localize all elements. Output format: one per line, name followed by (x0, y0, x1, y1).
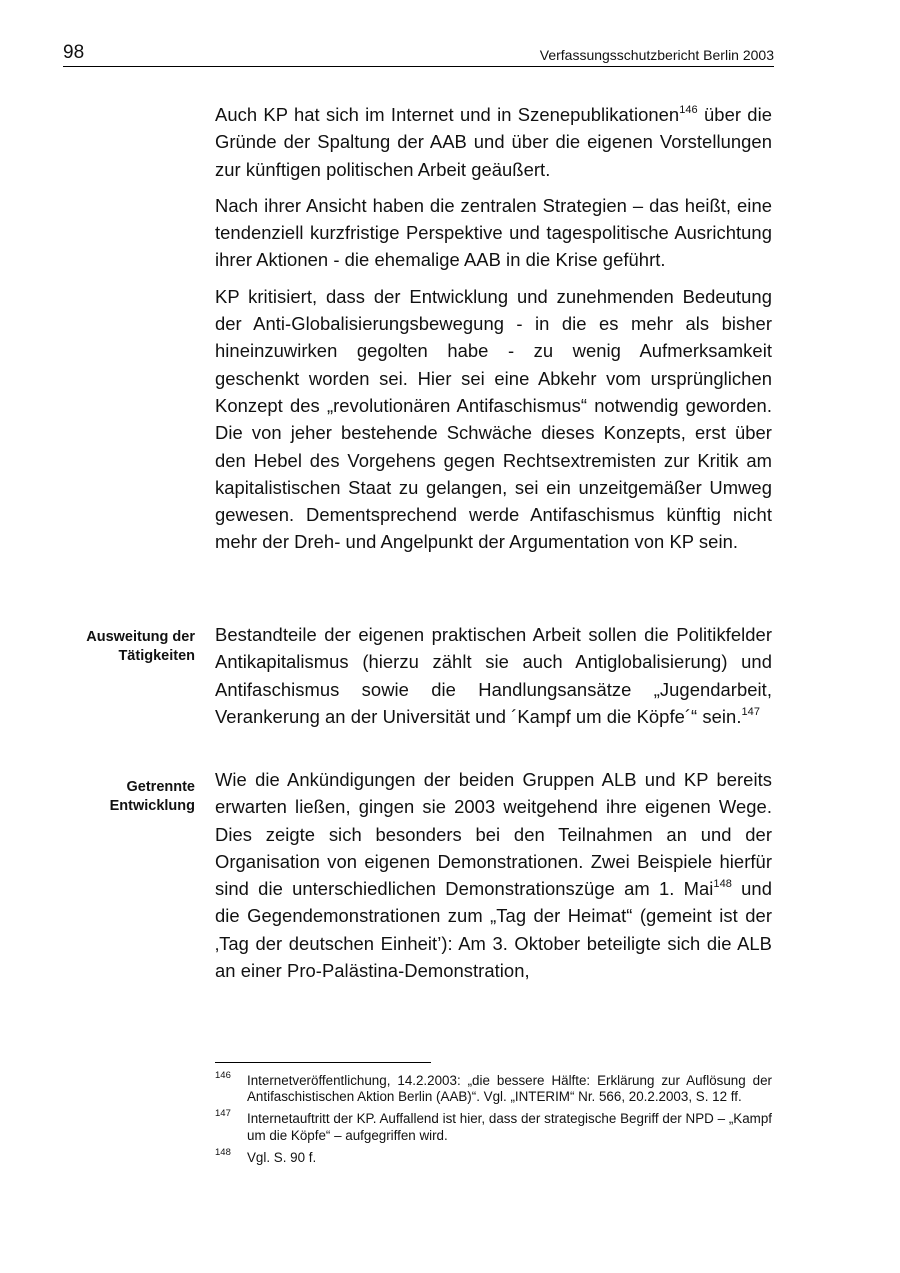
footnote-ref-146[interactable]: 146 (679, 103, 698, 116)
paragraph-4: Bestandteile der eigenen praktischen Arbeit sollen die Politikfelder Antikapitalismus (hierzu zählt sie auch Antiglobalisierung) und Antifaschismus sowie die Handlungsansätze „Jugendarbeit, Verankerung an der Universität und ´Kampf um die Köpfe´“ sein.$^{147}$ (215, 624, 772, 727)
footnote-ref-148[interactable]: 148 (713, 878, 732, 891)
footnote-147 (215, 1108, 772, 1143)
footnote-mark: 146 (215, 1070, 231, 1081)
body-block-1 (215, 101, 772, 556)
paragraph-1: Auch KP hat sich im Internet und in Szenepublikationen$^{146}$ über die Gründe der Spaltung der AAB und über die eigenen Vorstellungen zur künftigen politischen Arbeit geäußert. (215, 103, 772, 180)
side-note-ausweitung: Ausweitung der Tätigkeiten (86, 629, 195, 664)
footnote-146 (215, 1070, 772, 1105)
paragraph-2: Nach ihrer Ansicht haben die zentralen Strategien – das heißt, eine tendenziell kurzfristige Perspektive und tagespolitische Ausrichtung ihrer Aktionen - die ehemalige AAB in die Krise geführt. (215, 194, 772, 271)
body-block-3 (215, 766, 772, 984)
footnote-text: Internetauftritt der KP. Auffallend ist hier, dass der strategische Begriff der NPD – „Kampf um die Köpfe“ – aufgegriffen wird. (247, 1111, 772, 1143)
footnote-text: Internetveröffentlichung, 14.2.2003: „die bessere Hälfte: Erklärung zur Auflösung der Antifaschistischen Aktion Berlin (AAB)“. Vgl. „INTERIM“ Nr. 566, 20.2.2003, S. 12 ff. (247, 1073, 772, 1105)
page-number: 98 (63, 42, 85, 63)
footnote-mark: 147 (215, 1108, 231, 1120)
running-title: Verfassungsschutzbericht Berlin 2003 (539, 47, 774, 63)
footnotes (215, 1070, 772, 1172)
footnote-ref-147[interactable]: 147 (741, 705, 761, 718)
footnote-148 (215, 1146, 772, 1166)
paragraph-5: Wie die Ankündigungen der beiden Gruppen ALB und KP bereits erwarten ließen, gingen sie 2003 weitgehend ihre eigenen Wege. Dies zeigte sich besonders bei den Teilnahmen an und der Organisation von eigenen Demonstrationen. Zwei Beispiele hierfür sind die unterschiedlichen Demonstrationszüge am 1. Mai$^{148}$ und die Gegendemonstrationen zum „Tag der Heimat“ (gemeint ist der ‚Tag der deutschen Einheit’): Am 3. Oktober beteiligte sich die ALB an einer Pro-Palästina-Demonstration, (215, 769, 772, 982)
footnote-text: Vgl. S. 90 f. (247, 1149, 317, 1165)
side-note-getrennte: Getrennte Entwicklung (109, 779, 195, 814)
paragraph-3: KP kritisiert, dass der Entwicklung und zunehmenden Bedeutung der Anti-Globalisierungsbewegung - in die es mehr als bisher hineinzuwirken gegolten habe - zu wenig Aufmerksamkeit geschenkt worden sei. Hier sei eine Abkehr vom ursprünglichen Konzept des „revolutionären Antifaschismus“ notwendig geworden. Die von jeher bestehende Schwäche dieses Konzepts, erst über den Hebel des Vorgehens gegen Rechtsextremisten zur Kritik am kapitalistischen Staat zu gelangen, sei ein unzeitgemäßer Umweg gewesen. Dementsprechend werde Antifaschismus künftig nicht mehr der Dreh- und Angelpunkt der Argumentation von KP sein. (215, 285, 772, 553)
page-header (63, 42, 774, 67)
footnote-mark: 148 (215, 1146, 231, 1158)
footnote-divider (215, 1062, 431, 1063)
body-block-2 (215, 621, 772, 730)
